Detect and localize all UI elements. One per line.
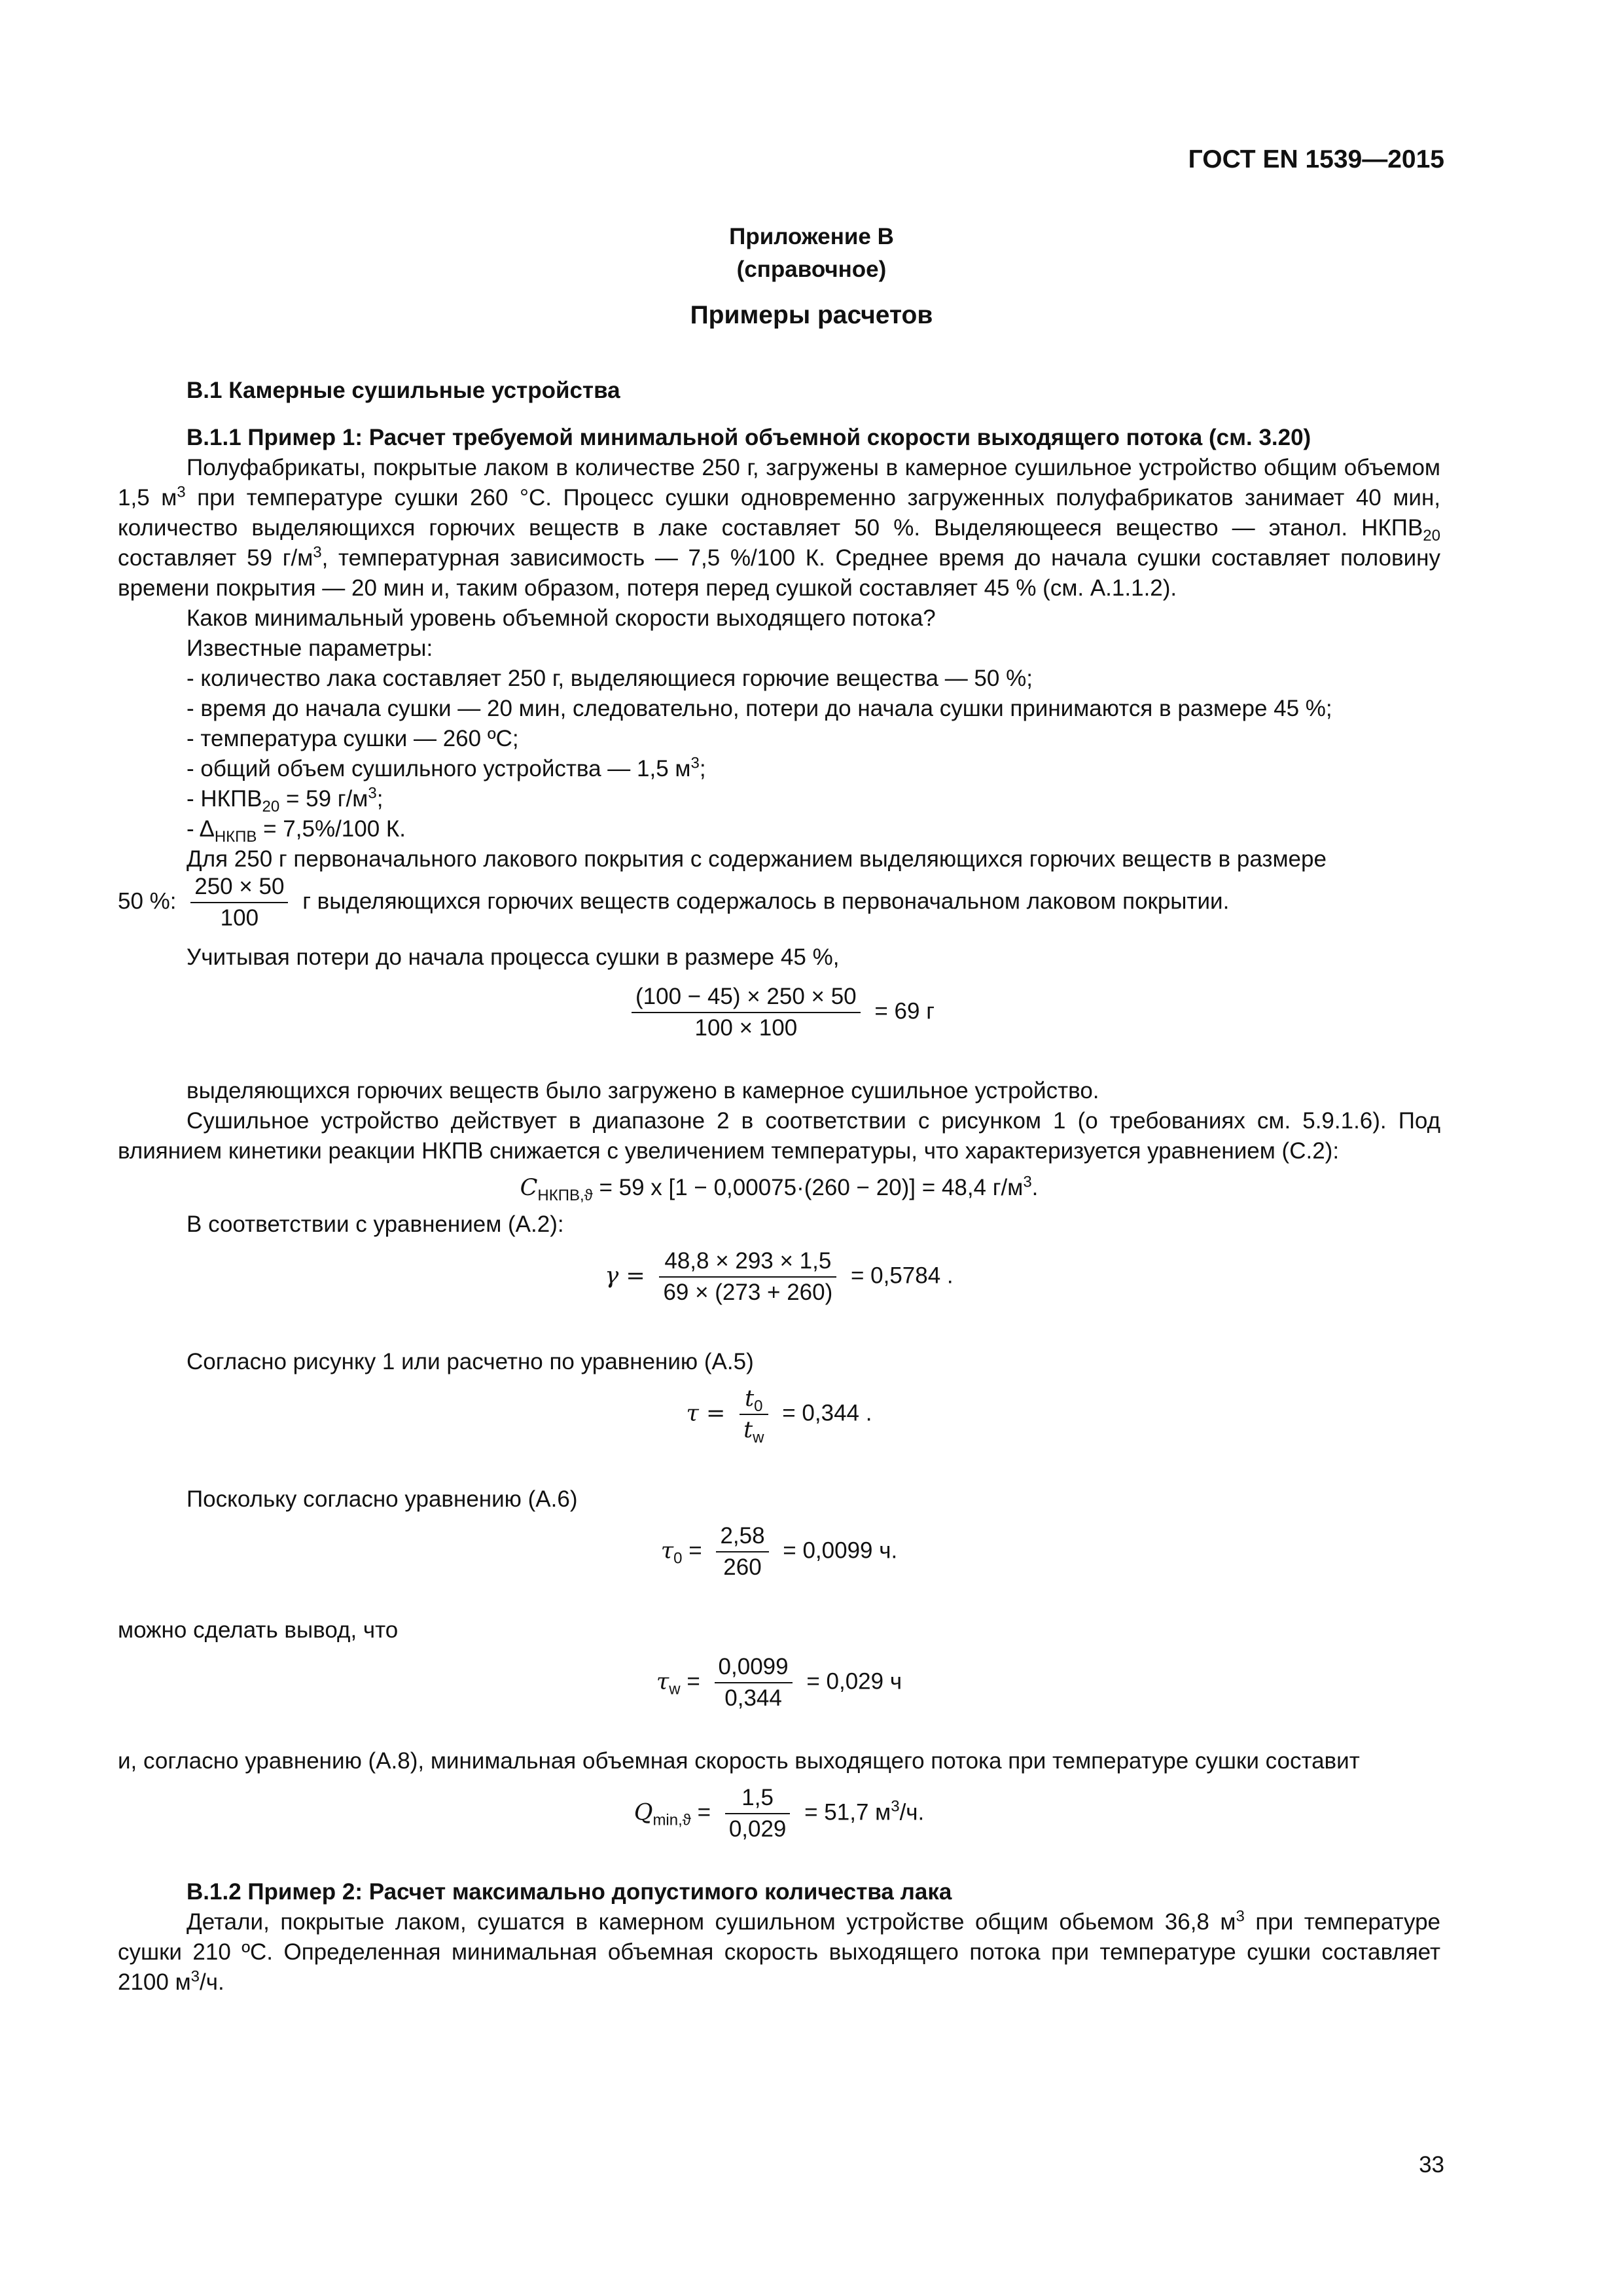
formula: γ = $\frac{48,8 \times 293 \times 1,5}{69 \times (273 + 260)}$ = 0,5784 . (118, 1246, 1440, 1308)
section-heading-b1: В.1 Камерные сушильные устройства (187, 378, 620, 403)
list-item: - общий объем сушильного устройства — 1,5 $м^3$; (187, 754, 706, 781)
formula: $Q_{min,ϑ}$ = $\frac{1,5}{0,029}$ = 51,7 $м^3/ч$. (118, 1783, 1440, 1844)
section-heading-b11: В.1.1 Пример 1: Расчет требуемой минимальной объемной скорости выходящего потока (см. 3.20) (187, 425, 1311, 450)
page-number: 33 (1419, 2152, 1444, 2178)
list-item: - количество лака составляет 250 г, выделяющиеся горючие вещества — 50 %; (187, 666, 1033, 691)
fraction: $\frac{250 \times 50}{100}$ (190, 872, 288, 933)
paragraph: Детали, покрытые лаком, сушатся в камерном сушильном устройстве общим обьемом 36,8 $м^3$ при температуре сушки 210 ºС. Определенная минимальная объемная скорость выходящего потока при температуре сушки составляет 2100 $м^3/ч$. (118, 1907, 1441, 1995)
paragraph: Полуфабрикаты, покрытые лаком в количестве 250 г, загружены в камерное сушильное устройство общим объемом 1,5 $м^3$ при температуре сушки 260 °С. Процесс сушки одновременно загруженных полуфабрикатов занимает 40 мин, количество выделяющихся горючих веществ в лаке составляет 50 %. Выделяющееся вещество — этанол. $НКПВ_{20}$ составляет 59 $г/м^3$, температурная зависимость — 7,5 %/100 К. Среднее время до начала сушки составляет половину времени покрытия — 20 мин и, таким образом, потеря перед сушкой составляет 45 % (см. А.1.1.2). (118, 455, 1441, 601)
standard-code: ГОСТ EN 1539—2015 (1188, 145, 1444, 173)
formula: τ = $\frac{t_0}{t_w}$ = 0,344 . (686, 1386, 872, 1446)
paragraph: можно сделать вывод, что (118, 1617, 399, 1643)
document-body (118, 376, 1440, 1998)
list-item: - температура сушки — 260 ºС; (187, 726, 519, 751)
paragraph: и, согласно уравнению (А.8), минимальная объемная скорость выходящего потока при температуре сушки составит (118, 1748, 1360, 1774)
question: Каков минимальный уровень объемной скорости выходящего потока? (187, 605, 936, 631)
formula: $\frac{(100 - 45) \times 250 \times 50}{100 \times 100}$ = 69 г (118, 982, 1440, 1043)
formula: $\tau_w$ = $\frac{0,0099}{0,344}$ = 0,029 ч (118, 1652, 1440, 1713)
paragraph: 50 %: $\frac{250 \times 50}{100}$ г выделяющихся горючих веществ содержалось в первоначальном лаковом покрытии. (118, 872, 1440, 933)
params-list (118, 664, 1440, 844)
list-item: - $\Delta_{НКПВ} = 7,5\%/100$ К. (187, 816, 406, 846)
appendix-heading: Примеры расчетов (690, 301, 933, 329)
formula: $C_{НКПВ,ϑ} = 59$ х [1 − 0,00075·(260 − 20)] = 48,4 $г/м^3$. (520, 1173, 1039, 1204)
formula: $\tau_0$ = $\frac{2,58}{260}$ = 0,0099 ч. (118, 1521, 1440, 1583)
paragraph: Согласно рисунку 1 или расчетно по уравнению (А.5) (187, 1349, 754, 1374)
list-item: - $НКПВ_{20} = 59$ $г/м^3$; (187, 784, 383, 816)
paragraph: Сушильное устройство действует в диапазоне 2 в соответствии с рисунком 1 (о требованиях см. 5.9.1.6). Под влиянием кинетики реакции НКПВ снижается с увеличением температуры, что характеризуется уравнением (С.2): (118, 1108, 1440, 1164)
list-item: - время до начала сушки — 20 мин, следовательно, потери до начала сушки принимаются в размере 45 %; (187, 696, 1332, 721)
appendix-title: Приложение В (729, 224, 894, 249)
section-heading-b12: В.1.2 Пример 2: Расчет максимально допустимого количества лака (187, 1879, 952, 1905)
paragraph: В соответствии с уравнением (А.2): (187, 1211, 564, 1237)
known-params-label: Известные параметры: (187, 636, 433, 661)
paragraph: Для 250 г первоначального лакового покрытия с содержанием выделяющихся горючих веществ в размере (187, 846, 1327, 872)
paragraph: Поскольку согласно уравнению (А.6) (187, 1486, 578, 1512)
paragraph: выделяющихся горючих веществ было загружено в камерное сушильное устройство. (187, 1078, 1099, 1103)
paragraph: Учитывая потери до начала процесса сушки в размере 45 %, (187, 944, 840, 970)
appendix-subtitle: (справочное) (736, 257, 887, 282)
